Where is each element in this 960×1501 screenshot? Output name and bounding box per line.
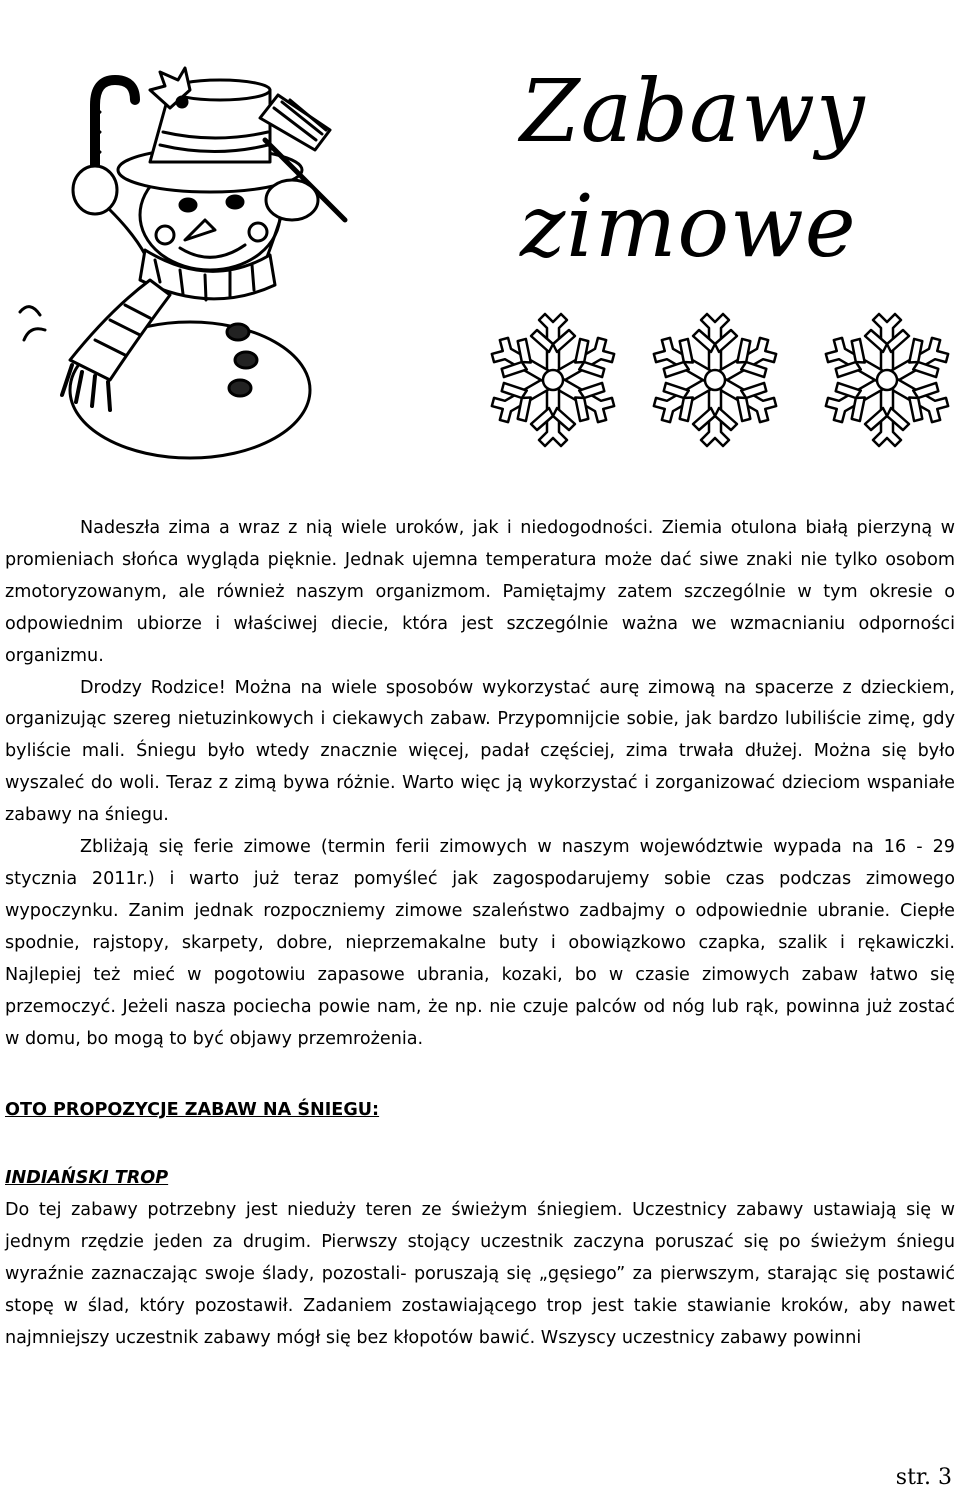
page-number: str. 3 (895, 1465, 952, 1490)
title-line-2: zimowe (520, 177, 857, 278)
snowflake-icon (812, 305, 960, 455)
snowflake-icon (478, 305, 628, 455)
snowman-illustration (0, 50, 390, 460)
intro-paragraph-1: Nadeszła zima a wraz z nią wiele uroków, jak i niedogodności. Ziemia otulona białą pierzyną w promieniach słońca wygląda pięknie. Jednak ujemna temperatura może dać siwe znaki nie tylko osobom zmotoryzowanym, ale również naszym organizmom. Pamiętajmy zatem szczególnie w tym okresie o odpowiednim ubiorze i właściwej diecie, która jest szczególnie ważna we wzmacnianiu odporności organizmu. (5, 518, 955, 666)
title-line-1: Zabawy (520, 62, 866, 162)
intro-paragraph-3: Zbliżają się ferie zimowe (termin ferii zimowych w naszym województwie wypada na 16 - 29 stycznia 2011r.) i warto już teraz pomyśleć jak zagospodarujemy sobie czas podczas zimowego wypoczynku. Zanim jednak rozpoczniemy zimowe szaleństwo zadbajmy o odpowiednie ubranie. Ciepłe spodnie, rajstopy, skarpety, dobre, nieprzemakalne buty i obowiązkowo czapka, szalik i rękawiczki. Najlepiej też mieć w pogotowiu zapasowe ubrania, kozaki, bo w czasie zimowych zabaw łatwo się przemoczyć. Jeżeli nasza pociecha powie nam, że np. nie czuje palców od nóg lub rąk, powinna już zostać w domu, bo mogą to być objawy przemrożenia. (5, 837, 955, 1049)
article-body (5, 513, 955, 1355)
game-description: Do tej zabawy potrzebny jest nieduży teren ze świeżym śniegiem. Uczestnicy zabawy ustawiają się w jednym rzędzie jeden za drugim. Pierwszy stojący uczestnik zaczyna poruszać się po świeżym śniegu wyraźnie zaznaczając swoje ślady, pozostali- poruszają się „gęsiego” za pierwszym, starając się postawić stopę w ślad, który pozostawił. Zadaniem zostawiającego trop jest takie stawianie kroków, aby nawet najmniejszy uczestnik zabawy mógł się bez kłopotów bawić. Wszyscy uczestnicy zabawy powinni (5, 1200, 955, 1348)
intro-paragraph-2: Drodzy Rodzice! Można na wiele sposobów wykorzystać aurę zimową na spacerze z dzieckiem, organizując szereg nietuzinkowych i ciekawych zabaw. Przypomnijcie sobie, jak bardzo lubiliście zimę, gdy byliście mali. Śniegu było wtedy znacznie więcej, padał częściej, zima trwała dłużej. Można się było wyszaleć do woli. Teraz z zimą bywa różnie. Warto więc ją wykorzystać i zorganizować dzieciom wspaniałe zabawy na śniegu. (5, 677, 955, 826)
snowflake-icon (640, 305, 790, 455)
game-title: INDIAŃSKI TROP (5, 1168, 169, 1189)
page-title (520, 55, 950, 285)
section-heading: OTO PROPOZYCJE ZABAW NA ŚNIEGU: (5, 1100, 380, 1121)
